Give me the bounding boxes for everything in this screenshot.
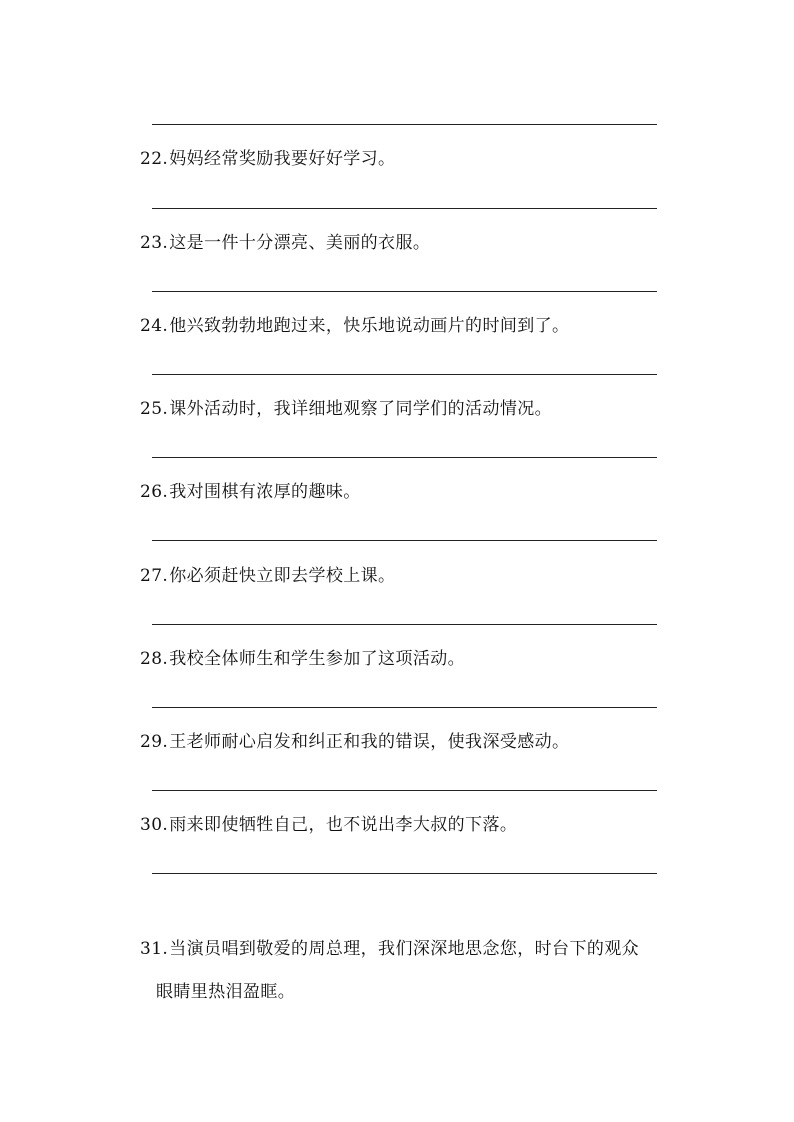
question-text: 这是一件十分漂亮、美丽的衣服。 [169, 233, 431, 253]
question-27 [140, 564, 395, 588]
answer-line-24[interactable] [152, 374, 657, 375]
question-number: 30. [140, 815, 169, 835]
answer-line-22[interactable] [152, 208, 657, 209]
question-text: 妈妈经常奖励我要好好学习。 [169, 149, 396, 169]
question-29 [140, 730, 569, 754]
question-26 [140, 480, 361, 504]
question-text: 我校全体师生和学生参加了这项活动。 [169, 649, 466, 669]
question-22 [140, 147, 395, 171]
question-number: 29. [140, 732, 169, 752]
answer-line-28[interactable] [152, 707, 657, 708]
question-text: 我对围棋有浓厚的趣味。 [169, 482, 361, 502]
question-text: 雨来即使牺牲自己，也不说出李大叔的下落。 [169, 815, 518, 835]
question-text: 他兴致勃勃地跑过来，快乐地说动画片的时间到了。 [169, 316, 570, 336]
question-number: 23. [140, 233, 169, 253]
question-23 [140, 231, 430, 255]
question-25 [140, 397, 552, 421]
question-24 [140, 314, 569, 338]
answer-line-23[interactable] [152, 291, 657, 292]
answer-line-27[interactable] [152, 624, 657, 625]
question-31-continuation: 眼睛里热泪盈眶。 [156, 982, 296, 1002]
question-number: 24. [140, 316, 169, 336]
answer-line-29[interactable] [152, 790, 657, 791]
question-28 [140, 647, 465, 671]
answer-line-26[interactable] [152, 540, 657, 541]
question-number: 27. [140, 566, 169, 586]
question-text: 课外活动时，我详细地观察了同学们的活动情况。 [169, 399, 553, 419]
question-number: 31. [140, 939, 169, 959]
answer-line-25[interactable] [152, 457, 657, 458]
question-text: 你必须赶快立即去学校上课。 [169, 566, 396, 586]
question-text: 王老师耐心启发和纠正和我的错误，使我深受感动。 [169, 732, 570, 752]
question-31 [140, 937, 639, 961]
question-number: 26. [140, 482, 169, 502]
question-number: 22. [140, 149, 169, 169]
answer-line-21[interactable] [152, 124, 657, 125]
question-number: 25. [140, 399, 169, 419]
answer-line-30[interactable] [152, 873, 657, 874]
question-number: 28. [140, 649, 169, 669]
question-30 [140, 813, 517, 837]
question-text: 当演员唱到敬爱的周总理，我们深深地思念您，时台下的观众 [169, 939, 640, 959]
